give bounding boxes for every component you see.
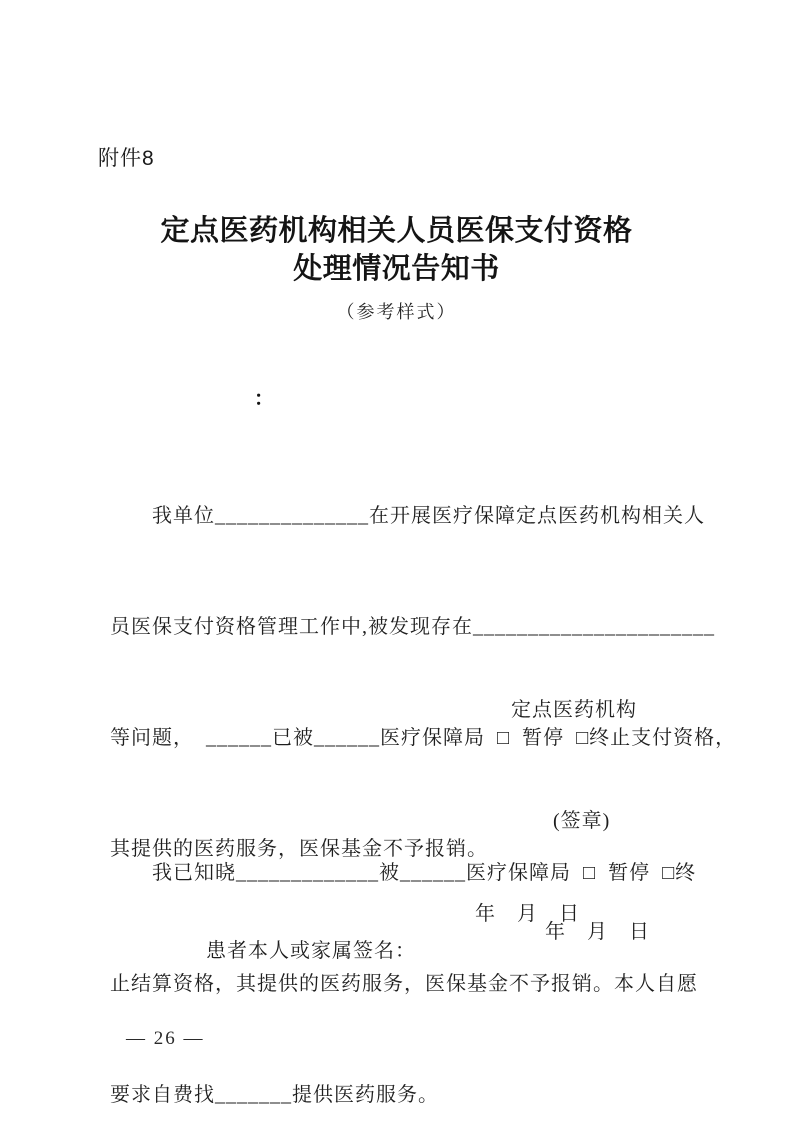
patient-signature-line xyxy=(110,896,758,1044)
paragraph-1-line-3-with-checkboxes: 等问题， ______已被______医疗保障局 □ 暂停 □终止支付资格， xyxy=(110,727,737,749)
document-title xyxy=(0,212,793,288)
page-number: — 26 — xyxy=(126,1028,205,1049)
paragraph-1-line-2: 员医保支付资格管理工作中,被发现存在______________________ xyxy=(110,616,715,638)
patient-signature-label: 患者本人或家属签名： xyxy=(206,940,416,962)
attachment-label: 附件8 xyxy=(98,147,155,170)
paragraph-2-line-2: 止结算资格，其提供的医药服务，医保基金不予报销。本人自愿 xyxy=(110,973,698,995)
patient-signature-date-line: 年 月 日 xyxy=(475,903,580,925)
document-subtitle: （参考样式） xyxy=(336,302,457,322)
org-signature-date-line: 年 月 日 xyxy=(545,921,650,943)
document-title-line-1: 定点医药机构相关人员医保支付资格 xyxy=(160,215,633,247)
paragraph-1-line-1: 我单位______________在开展医疗保障定点医药机构相关人 xyxy=(152,505,705,527)
paragraph-1-line-4: 其提供的医药服务，医保基金不予报销。 xyxy=(110,838,488,860)
paragraph-2-line-3: 要求自费找_______提供医药服务。 xyxy=(110,1084,439,1106)
document-title-line-2: 处理情况告知书 xyxy=(293,253,500,285)
org-signature-name: 定点医药机构 xyxy=(511,699,637,721)
org-signature-seal-label: (签章) xyxy=(553,810,611,832)
addressee-colon: ： xyxy=(254,388,274,410)
paragraph-2-line-1-with-checkboxes: 我已知晓_____________被______医疗保障局 □ 暂停 □终 xyxy=(152,862,697,884)
